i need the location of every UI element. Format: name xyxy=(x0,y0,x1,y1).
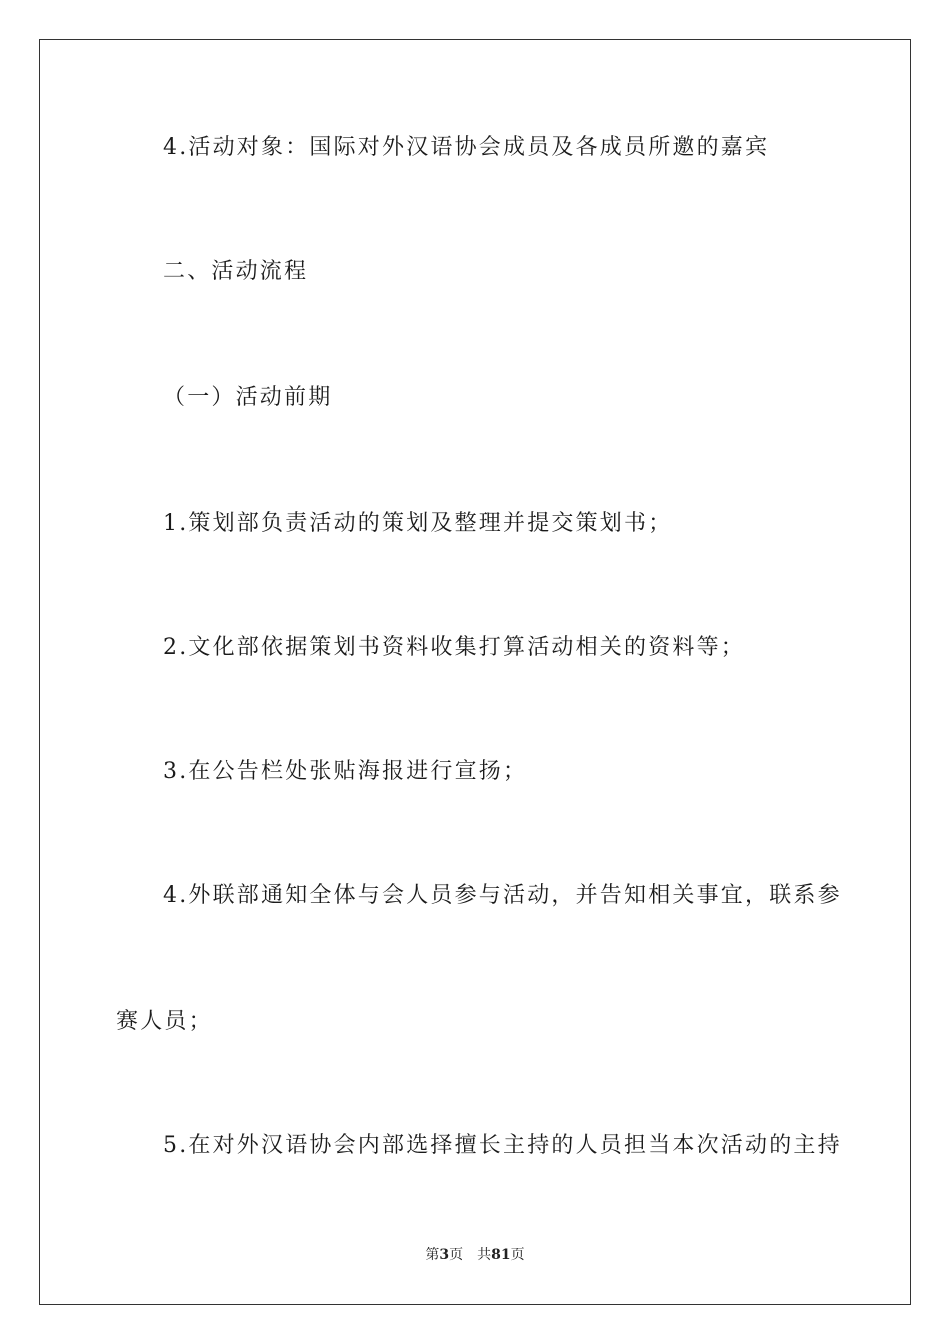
page-prefix: 第 xyxy=(425,1247,440,1263)
list-item-4: 4.外联部通知全体与会人员参与活动，并告知相关事宜，联系参 xyxy=(163,883,842,908)
list-item-5: 5.在对外汉语协会内部选择擅长主持的人员担当本次活动的主持 xyxy=(163,1133,842,1158)
list-item-4-continuation: 赛人员； xyxy=(116,1009,213,1034)
section-heading-activity-flow: 二、活动流程 xyxy=(163,259,309,284)
list-item-2: 2.文化部依据策划书资料收集打算活动相关的资料等； xyxy=(163,635,745,660)
page-suffix: 页 xyxy=(449,1247,464,1263)
total-suffix: 页 xyxy=(510,1247,525,1263)
page-footer xyxy=(0,1246,950,1264)
paragraph-activity-target: 4.活动对象：国际对外汉语协会成员及各成员所邀的嘉宾 xyxy=(163,135,770,160)
total-prefix: 共 xyxy=(477,1247,492,1263)
list-item-1: 1.策划部负责活动的策划及整理并提交策划书； xyxy=(163,511,673,536)
page-border xyxy=(39,39,911,1305)
page-number: 3 xyxy=(439,1247,450,1263)
total-pages: 81 xyxy=(491,1247,511,1263)
subsection-heading-pre-activity: （一）活动前期 xyxy=(163,385,333,410)
list-item-3: 3.在公告栏处张贴海报进行宣扬； xyxy=(163,759,528,784)
